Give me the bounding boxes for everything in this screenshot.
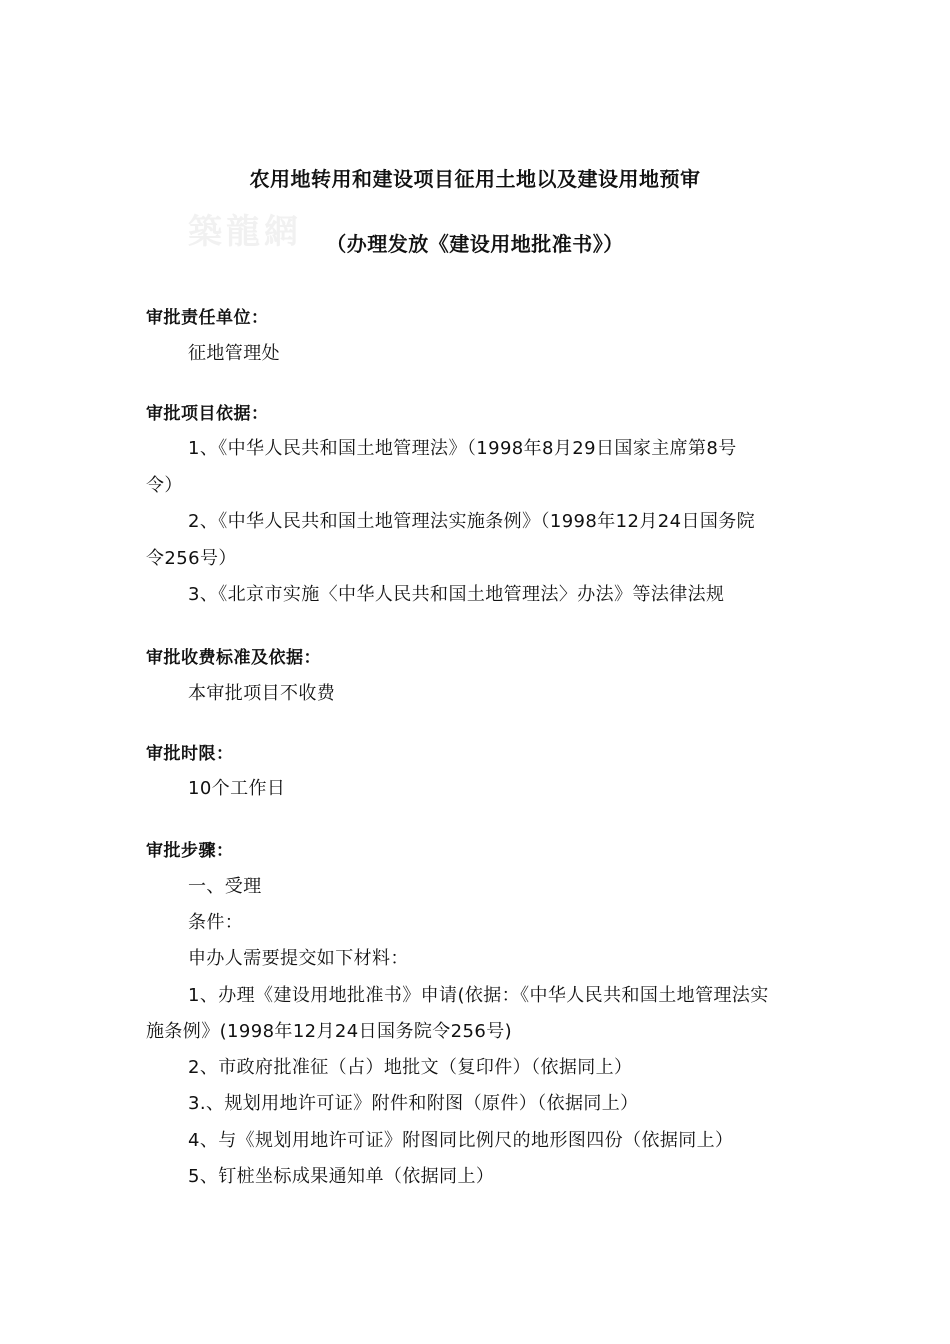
material-4: 4、与《规划用地许可证》附图同比例尺的地形图四份（依据同上） <box>188 1130 734 1151</box>
watermark-logo: 築龍網 <box>188 212 302 252</box>
step-conditions: 条件： <box>188 912 244 933</box>
unit-body: 征地管理处 <box>188 343 280 364</box>
material-1-line-1: 1、办理《建设用地批准书》申请(依据：《中华人民共和国土地管理法实 <box>188 985 769 1006</box>
basis-item-1-line-2: 令） <box>146 475 183 496</box>
material-5: 5、钉桩坐标成果通知单（依据同上） <box>188 1166 495 1187</box>
basis-item-2-line-2: 令256号） <box>146 548 237 569</box>
fee-body: 本审批项目不收费 <box>188 683 336 704</box>
time-limit-body: 10个工作日 <box>188 778 286 799</box>
section-heading-fee: 审批收费标准及依据： <box>146 648 321 668</box>
material-3: 3.、规划用地许可证》附件和附图（原件）（依据同上） <box>188 1093 639 1114</box>
document-subtitle: （办理发放《建设用地批准书》） <box>326 232 624 256</box>
document-title: 农用地转用和建设项目征用土地以及建设用地预审 <box>249 167 701 191</box>
section-heading-steps: 审批步骤： <box>146 841 234 861</box>
section-heading-time-limit: 审批时限： <box>146 744 234 764</box>
basis-item-2-line-1: 2、《中华人民共和国土地管理法实施条例》（1998年12月24日国务院 <box>188 511 756 532</box>
basis-item-3: 3、《北京市实施〈中华人民共和国土地管理法〉办法》等法律法规 <box>188 584 725 605</box>
section-heading-basis: 审批项目依据： <box>146 404 269 424</box>
step-1-title: 一、受理 <box>188 876 262 897</box>
basis-item-1-line-1: 1、《中华人民共和国土地管理法》（1998年8月29日国家主席第8号 <box>188 438 737 459</box>
material-2: 2、市政府批准征（占）地批文（复印件）（依据同上） <box>188 1057 633 1078</box>
material-1-line-2: 施条例》(1998年12月24日国务院令256号) <box>146 1021 513 1042</box>
materials-intro: 申办人需要提交如下材料： <box>188 948 409 969</box>
section-heading-unit: 审批责任单位： <box>146 308 269 328</box>
